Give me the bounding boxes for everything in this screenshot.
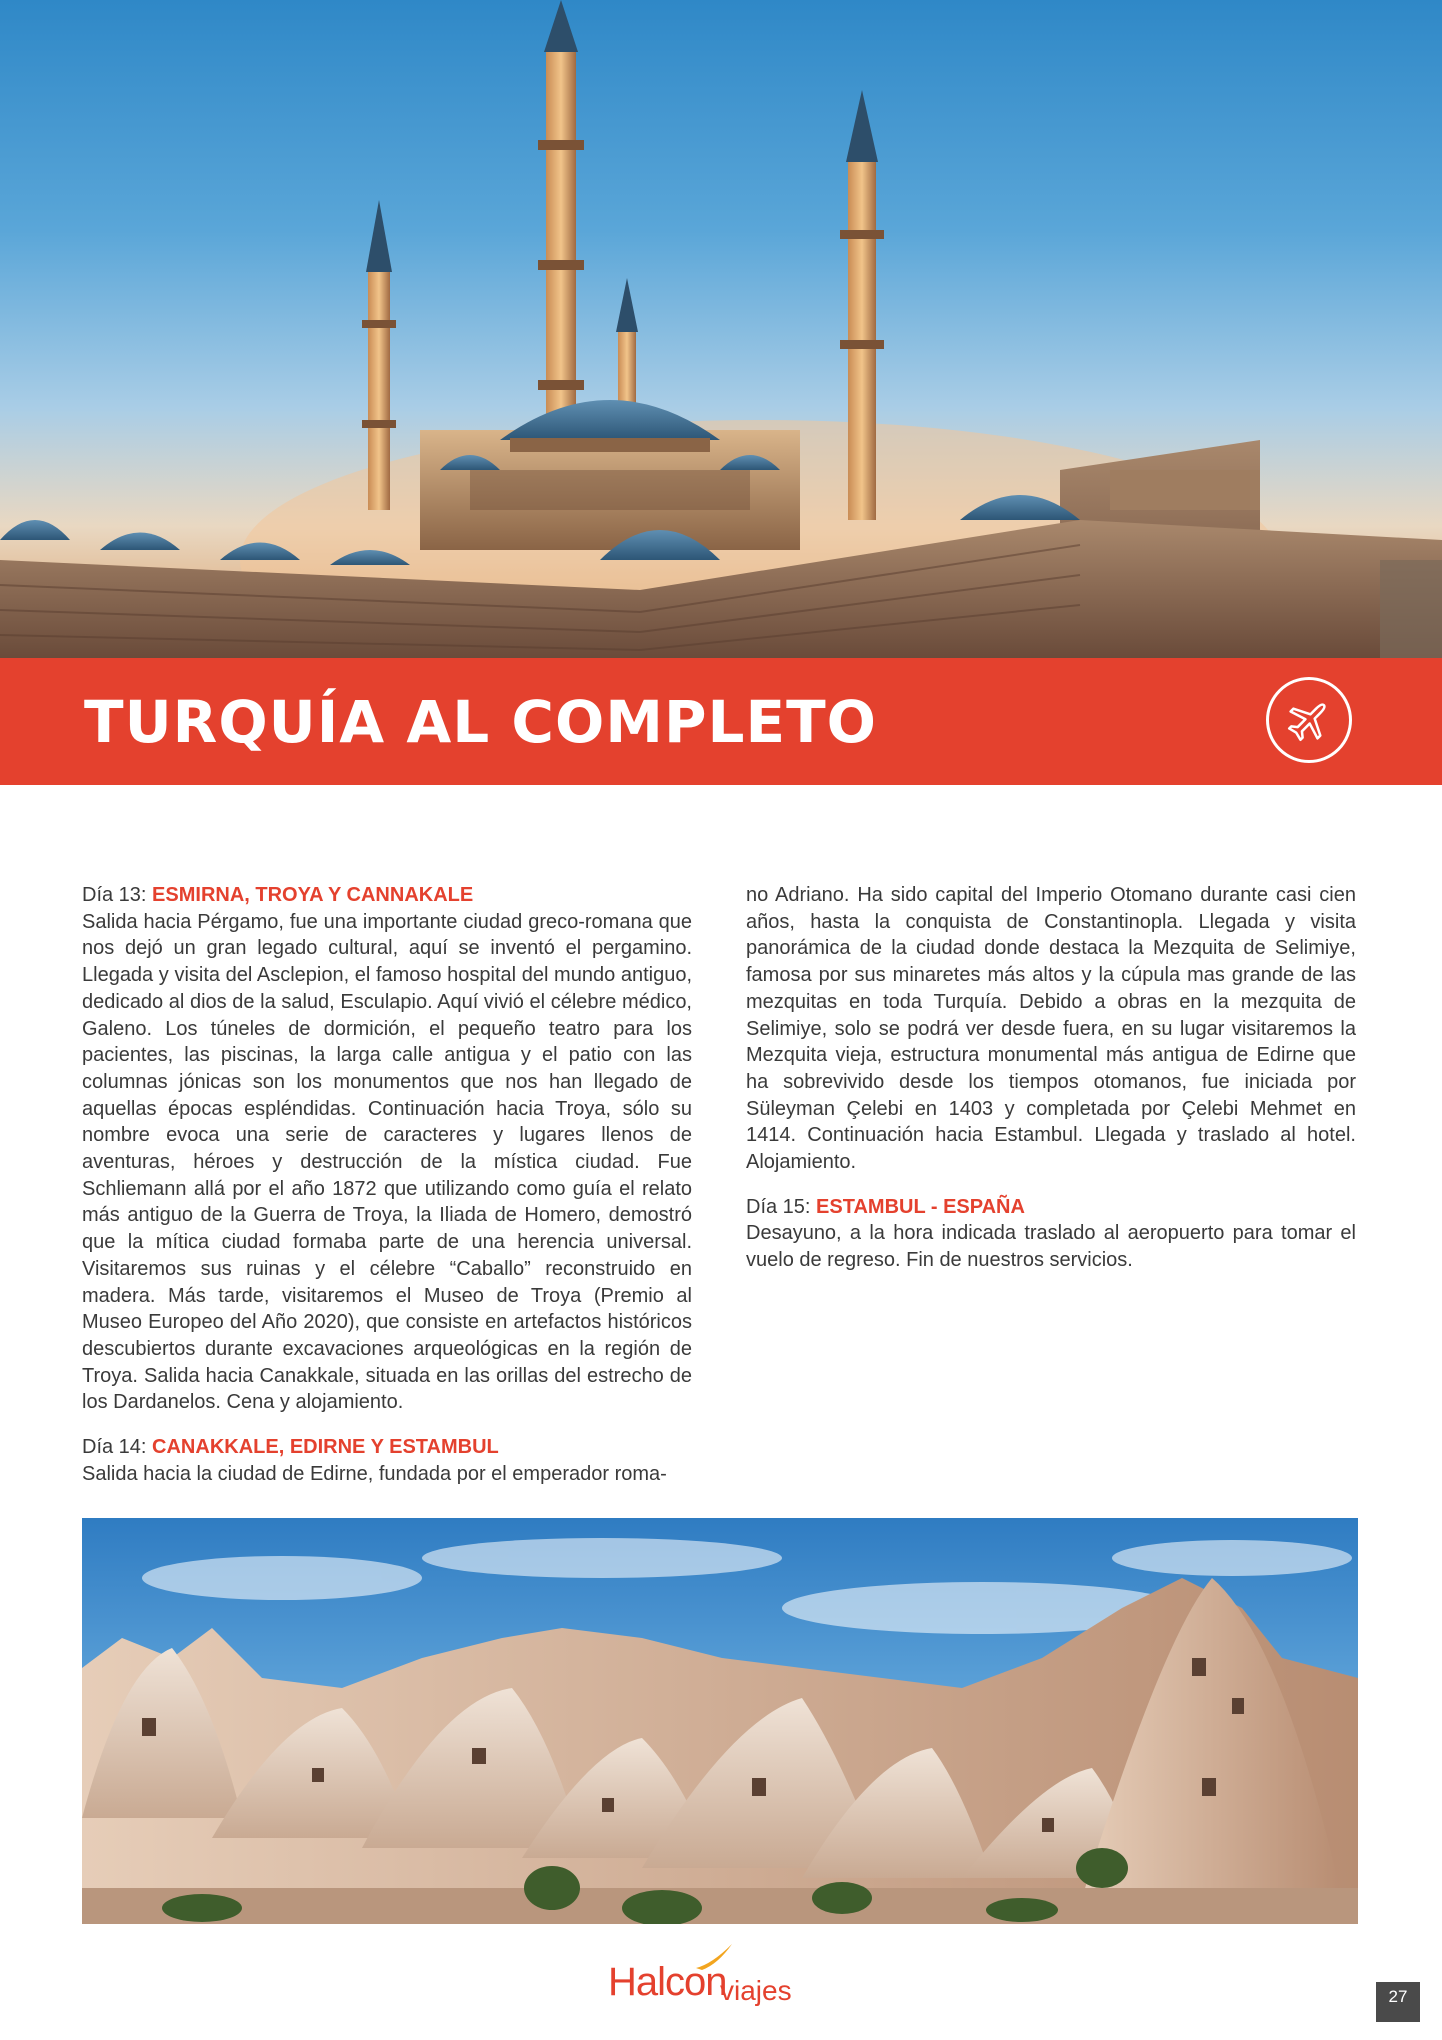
day-13-heading xyxy=(82,882,692,909)
page-title: TURQUÍA AL COMPLETO xyxy=(84,688,877,756)
cappadocia-photo xyxy=(82,1518,1358,1924)
day-13-prefix: Día 13: xyxy=(82,884,153,906)
rock-formations-illustration xyxy=(82,1518,1358,1924)
airplane-icon xyxy=(1286,697,1332,743)
day-14-place: CANAKKALE, EDIRNE Y ESTAMBUL xyxy=(152,1436,499,1459)
page-number: 27 xyxy=(1376,1982,1420,2022)
hero-photo-mosque xyxy=(0,0,1442,658)
day-14-prefix: Día 14: xyxy=(82,1436,153,1459)
mosque-illustration xyxy=(0,0,1442,658)
day-14-heading xyxy=(82,1434,692,1461)
logo-main-text: Halcon xyxy=(608,1960,727,2004)
title-band xyxy=(0,658,1442,785)
day-14-text-part1: Salida hacia la ciudad de Edirne, fundada por el emperador roma- xyxy=(82,1462,667,1485)
day-13-place: ESMIRNA, TROYA Y CANNAKALE xyxy=(152,884,474,906)
day-15-prefix: Día 15: xyxy=(746,1195,817,1218)
day-15-place: ESTAMBUL - ESPAÑA xyxy=(816,1195,1025,1218)
travel-badge xyxy=(1266,677,1352,763)
text-column-right xyxy=(746,882,1356,1274)
text-column-left xyxy=(82,882,692,1487)
day-15-heading xyxy=(746,1194,1356,1221)
day-13-text: Salida hacia Pérgamo, fue una importante ciudad greco-romana que nos dejó un gran legado cultural, aquí se inventó el pergamino. Llegada y visita del Asclepion, el famoso hospital del mundo antiguo, dedicado al dios de la salud, Esculapio. Aquí vivió el célebre médico, Galeno. Los túneles de dormición, el pequeño teatro para los pacientes, las piscinas, la larga calle antigua y el patio con las columnas jónicas son los monumentos que nos han llegado de aquellas épocas espléndidas. Continuación hacia Troya, sólo su nombre evoca una serie de caracteres y lugares llenos de aventuras, héroes y destrucción de la mística ciudad. Fue Schliemann allá por el año 1872 que utilizando como guía el relato más antiguo de la Guerra de Troya, la Iliada de Homero, demostró que la mítica ciudad formaba parte de una herencia universal. Visitaremos sus ruinas y el célebre “Caballo” reconstruido en madera. Más tarde, visitaremos el Museo de Troya (Premio al Museo Europeo del Año 2020), que consiste en artefactos históricos descubiertos durante excavaciones arqueológicas en la región de Troya. Salida hacia Canakkale, situada en las orillas del estrecho de los Dardanelos. Cena y alojamiento. xyxy=(82,910,692,1414)
logo-sub-text: viajes xyxy=(720,1975,792,2006)
day-15-text: Desayuno, a la hora indicada traslado al aeropuerto para tomar el vuelo de regreso. Fin de nuestros servicios. xyxy=(746,1222,1356,1272)
halcon-viajes-logo xyxy=(608,1940,838,2010)
day-14-text-part2: no Adriano. Ha sido capital del Imperio Otomano durante casi cien años, hasta la conquista de Constantinopla. Llegada y visita panorámica de la ciudad donde destaca la Mezquita de Selimiye, famosa por sus minaretes más altos y la cúpula mas grande de las mezquitas en toda Turquía. Debido a obras en la mezquita de Selimiye, solo se podrá ver desde fuera, en su lugar visitaremos la Mezquita vieja, estructura monumental más antigua de Edirne que ha sobrevivido desde los tiempos otomanos, fue iniciada por Süleyman Çelebi en 1403 y completada por Çelebi Mehmet en 1414. Continuación hacia Estambul. Llegada y traslado al hotel. Alojamiento. xyxy=(746,884,1356,1174)
